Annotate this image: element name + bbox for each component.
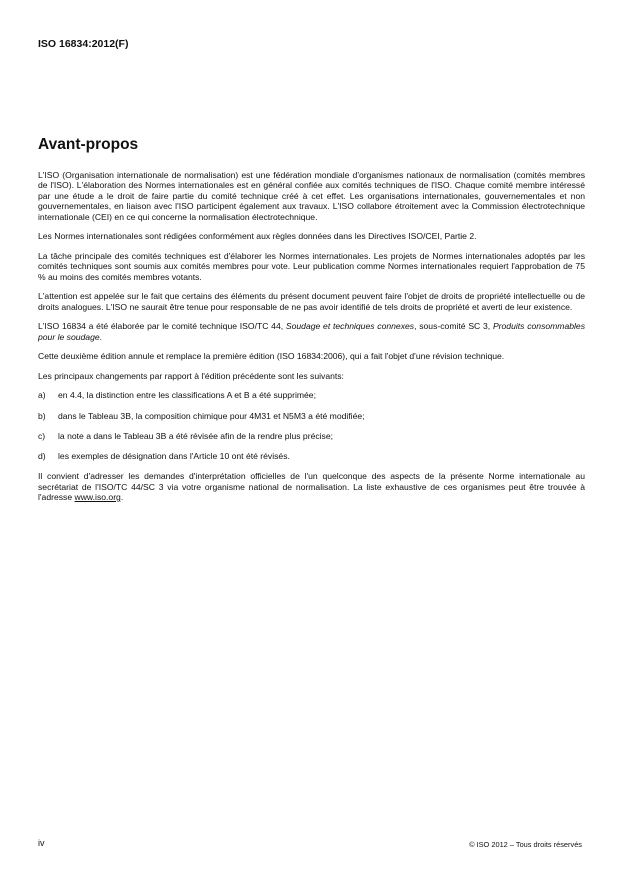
paragraph-patent-rights: L'attention est appelée sur le fait que certains des éléments du présent document peuvent faire l'objet de droits de propriété intellectuelle ou de droits analogues. L'ISO ne saurait être tenue pour responsable de ne pas avoir identifié de tels droits de propriété et averti de leur existence.: [38, 291, 585, 312]
list-item-change-c: [38, 431, 585, 441]
paragraph-interpretation: [38, 471, 585, 502]
paragraph-changes-intro: Les principaux changements par rapport à l'édition précédente sont les suivants:: [38, 370, 344, 381]
list-text: dans le Tableau 3B, la composition chimique pour 4M31 et N5M3 a été modifiée;: [58, 410, 365, 421]
copyright-notice: © ISO 2012 – Tous droits réservés: [469, 840, 582, 849]
paragraph-directives: Les Normes internationales sont rédigées conformément aux règles données dans les Directives ISO/CEI, Partie 2.: [38, 231, 477, 242]
iso-website-link[interactable]: www.iso.org: [74, 492, 121, 503]
prepared-by-prefix: L'ISO 16834 a été élaborée par le comité technique ISO/TC 44,: [38, 321, 286, 332]
page-number: iv: [38, 838, 45, 848]
paragraph-prepared-by: [38, 321, 585, 342]
paragraph-iso-intro: L'ISO (Organisation internationale de normalisation) est une fédération mondiale d'organismes nationaux de normalisation (comités membres de l'ISO). L'élaboration des Normes internationales est en général confiée aux comités techniques de l'ISO. Chaque comité membre intéressé par une étude a le droit de faire partie du comité technique créé à cet effet. Les organisations internationales, gouvernementales et non gouvernementales, en liaison avec l'ISO participent également aux travaux. L'ISO collabore étroitement avec la Commission électrotechnique internationale (CEI) en ce qui concerne la normalisation électrotechnique.: [38, 170, 585, 222]
interpretation-suffix: .: [120, 492, 124, 503]
list-letter: b): [38, 410, 46, 421]
paragraph-edition: Cette deuxième édition annule et remplace la première édition (ISO 16834:2006), qui a fait l'objet d'une révision technique.: [38, 351, 505, 362]
list-letter: a): [38, 390, 46, 401]
list-letter: d): [38, 451, 46, 462]
document-id: ISO 16834:2012(F): [38, 38, 129, 50]
list-item-change-b: [38, 411, 585, 421]
prepared-by-suffix: .: [99, 331, 103, 342]
list-letter: c): [38, 430, 46, 441]
list-text: la note a dans le Tableau 3B a été révisée afin de la rendre plus précise;: [58, 430, 334, 441]
foreword-body: [38, 170, 585, 512]
list-text: en 4.4, la distinction entre les classifications A et B a été supprimée;: [58, 390, 316, 401]
list-text: les exemples de désignation dans l'Article 10 ont été révisés.: [58, 451, 290, 462]
page-title: Avant-propos: [38, 136, 139, 153]
list-item-change-a: [38, 390, 585, 400]
prepared-by-middle: , sous-comité SC 3,: [414, 321, 493, 332]
paragraph-committees: La tâche principale des comités techniques est d'élaborer les Normes internationales. Les projets de Normes internationales adoptés par les comités techniques sont soumis aux comités membres pour vote. Leur publication comme Normes internationales requiert l'approbation de 75 % au moins des comités membres votants.: [38, 250, 585, 282]
list-item-change-d: [38, 451, 585, 461]
tc-title: Soudage et techniques connexes: [285, 321, 415, 332]
sc-title: Produits consommables pour le soudage: [38, 321, 586, 342]
interpretation-text: Il convient d'adresser les demandes d'interprétation officielles de l'un quelconque des aspects de la présente Norme internationale au secrétariat de l'ISO/TC 44/SC 3 via votre organisme national de normalisation. La liste exhaustive de ces organismes peut être trouvée à l'adresse: [38, 471, 585, 503]
